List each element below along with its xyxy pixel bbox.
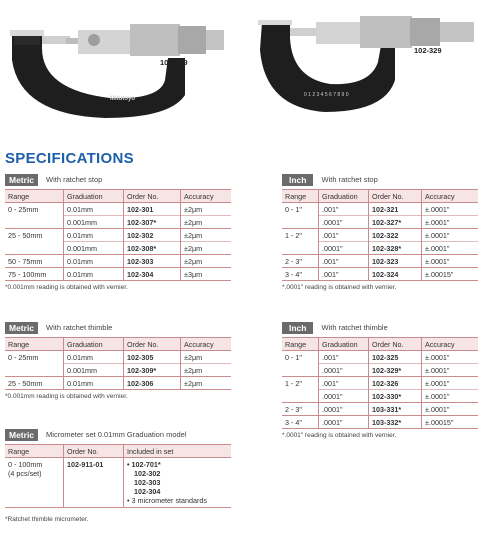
specifications-heading: SPECIFICATIONS bbox=[5, 150, 134, 167]
table-row bbox=[5, 458, 231, 508]
svg-text:0 1 2 3 4 5 6 7 8 9 0: 0 1 2 3 4 5 6 7 8 9 0 bbox=[304, 92, 349, 98]
table-row bbox=[5, 364, 231, 377]
cell-included bbox=[124, 458, 232, 508]
column-header: Included in set bbox=[124, 445, 232, 458]
cell-accuracy: ±.0001" bbox=[422, 242, 479, 255]
cell-order-no: 102-321 bbox=[369, 203, 422, 216]
cell-range bbox=[282, 390, 319, 403]
cell-accuracy: ±.0001" bbox=[422, 403, 479, 416]
metric-ratchet-stop-section bbox=[5, 174, 231, 291]
metric-ratchet-thimble-table bbox=[5, 337, 231, 390]
cell-order-no: 103-332* bbox=[369, 416, 422, 429]
cell-accuracy: ±2μm bbox=[181, 377, 232, 390]
table-row bbox=[5, 216, 231, 229]
cell-order-no: 102-911-01 bbox=[64, 458, 124, 508]
cell-order-no: 102-322 bbox=[369, 229, 422, 242]
included-item: • 3 micrometer standards bbox=[127, 496, 208, 505]
column-header: Order No. bbox=[124, 338, 181, 351]
table-row bbox=[282, 377, 478, 390]
table-header-row bbox=[5, 338, 231, 351]
cell-graduation: .0001" bbox=[319, 416, 369, 429]
cell-graduation: .0001" bbox=[319, 403, 369, 416]
cell-order-no: 102-309* bbox=[124, 364, 181, 377]
cell-order-no: 102-305 bbox=[124, 351, 181, 364]
included-item: • 102-701* bbox=[127, 460, 161, 469]
column-header: Graduation bbox=[319, 190, 369, 203]
table-row bbox=[282, 229, 478, 242]
cell-graduation: 0.001mm bbox=[64, 242, 124, 255]
table-row bbox=[5, 255, 231, 268]
cell-graduation: 0.01mm bbox=[64, 377, 124, 390]
column-header: Range bbox=[285, 339, 307, 349]
cell-order-no: 102-301 bbox=[124, 203, 181, 216]
section-header bbox=[282, 174, 478, 186]
cell-range bbox=[282, 216, 319, 229]
cell-graduation: .001" bbox=[319, 203, 369, 216]
cell-range: 25 - 50mm bbox=[5, 229, 64, 242]
cell-range bbox=[282, 242, 319, 255]
cell-range: 3 - 4" bbox=[282, 416, 319, 429]
footnote: *0.001mm reading is obtained with vernier. bbox=[5, 284, 128, 291]
metric-set-section bbox=[5, 429, 231, 523]
cell-graduation: 0.01mm bbox=[64, 203, 124, 216]
section-header bbox=[5, 322, 231, 334]
table-header-row bbox=[5, 445, 231, 458]
cell-range bbox=[282, 364, 319, 377]
footnote: *0.001mm reading is obtained with vernier. bbox=[5, 393, 128, 400]
cell-range: 25 - 50mm bbox=[5, 377, 64, 390]
cell-order-no: 102-328* bbox=[369, 242, 422, 255]
metric-tag: Metric bbox=[5, 174, 38, 186]
micrometer-102-309-image bbox=[10, 24, 224, 118]
cell-range: 2 - 3" bbox=[282, 255, 319, 268]
product-caption-left: 102-309 bbox=[160, 58, 188, 67]
cell-graduation: 0.001mm bbox=[64, 364, 124, 377]
cell-range bbox=[5, 216, 64, 229]
metric-ratchet-stop-table bbox=[5, 189, 231, 281]
cell-order-no: 102-325 bbox=[369, 351, 422, 364]
cell-order-no: 102-330* bbox=[369, 390, 422, 403]
inch-tag: Inch bbox=[282, 174, 313, 186]
column-header: Graduation bbox=[64, 338, 124, 351]
section-caption: Micrometer set 0.01mm Graduation model bbox=[46, 430, 187, 439]
cell-accuracy: ±.0001" bbox=[422, 377, 479, 390]
cell-order-no: 102-308* bbox=[124, 242, 181, 255]
cell-graduation: 0.01mm bbox=[64, 255, 124, 268]
column-header: Range bbox=[8, 339, 30, 349]
table-row bbox=[282, 403, 478, 416]
column-header: Range bbox=[8, 446, 30, 456]
column-header: Order No. bbox=[124, 190, 181, 203]
table-row bbox=[5, 229, 231, 242]
cell-range bbox=[5, 364, 64, 377]
cell-order-no: 102-307* bbox=[124, 216, 181, 229]
cell-graduation: .001" bbox=[319, 351, 369, 364]
range-text: 0 - 100mm bbox=[8, 460, 43, 469]
column-header: Graduation bbox=[64, 190, 124, 203]
cell-accuracy: ±.00015" bbox=[422, 416, 479, 429]
svg-text:Mitutoyo: Mitutoyo bbox=[110, 96, 135, 102]
cell-order-no: 102-326 bbox=[369, 377, 422, 390]
table-row bbox=[282, 216, 478, 229]
cell-accuracy: ±3μm bbox=[181, 268, 232, 281]
cell-accuracy: ±2μm bbox=[181, 216, 232, 229]
table-header-row bbox=[5, 190, 231, 203]
cell-graduation: 0.01mm bbox=[64, 268, 124, 281]
cell-accuracy: ±.0001" bbox=[422, 390, 479, 403]
table-row bbox=[5, 351, 231, 364]
section-caption: With ratchet stop bbox=[46, 175, 103, 184]
inch-tag: Inch bbox=[282, 322, 313, 334]
column-header: Graduation bbox=[319, 338, 369, 351]
section-header bbox=[282, 322, 478, 334]
micrometer-102-329-image bbox=[258, 16, 474, 112]
metric-tag: Metric bbox=[5, 429, 38, 441]
table-row bbox=[5, 242, 231, 255]
product-caption-right: 102-329 bbox=[414, 46, 442, 55]
section-header bbox=[5, 429, 231, 441]
cell-accuracy: ±.0001" bbox=[422, 351, 479, 364]
cell-order-no: 102-323 bbox=[369, 255, 422, 268]
column-header: Accuracy bbox=[422, 338, 479, 351]
cell-range: 3 - 4" bbox=[282, 268, 319, 281]
cell-graduation: .001" bbox=[319, 229, 369, 242]
cell-range: 1 - 2" bbox=[282, 377, 319, 390]
cell-range: 0 - 25mm bbox=[8, 352, 39, 362]
table-row bbox=[282, 390, 478, 403]
column-header: Order No. bbox=[369, 338, 422, 351]
metric-set-table bbox=[5, 444, 231, 508]
included-item: 102-304 bbox=[134, 487, 161, 496]
inch-ratchet-thimble-section bbox=[282, 322, 478, 439]
cell-range: 2 - 3" bbox=[282, 403, 319, 416]
table-row bbox=[282, 255, 478, 268]
cell-graduation: .0001" bbox=[319, 390, 369, 403]
cell-accuracy: ±2μm bbox=[181, 364, 232, 377]
column-header: Accuracy bbox=[422, 190, 479, 203]
cell-order-no: 102-302 bbox=[124, 229, 181, 242]
cell-order-no: 102-306 bbox=[124, 377, 181, 390]
cell-graduation: .001" bbox=[319, 255, 369, 268]
cell-accuracy: ±2μm bbox=[181, 229, 232, 242]
table-row bbox=[5, 377, 231, 390]
cell-graduation: 0.01mm bbox=[64, 229, 124, 242]
cell-graduation: 0.01mm bbox=[64, 351, 124, 364]
cell-accuracy: ±.0001" bbox=[422, 203, 479, 216]
cell-accuracy: ±.0001" bbox=[422, 216, 479, 229]
cell-order-no: 102-303 bbox=[124, 255, 181, 268]
cell-graduation: .001" bbox=[319, 268, 369, 281]
cell-accuracy: ±.0001" bbox=[422, 255, 479, 268]
cell-order-no: 102-304 bbox=[124, 268, 181, 281]
footnote: *.0001" reading is obtained with vernier. bbox=[282, 284, 397, 291]
cell-order-no: 102-324 bbox=[369, 268, 422, 281]
cell-range bbox=[5, 242, 64, 255]
cell-range: 0 - 1" bbox=[285, 204, 302, 214]
section-caption: With ratchet stop bbox=[321, 175, 378, 184]
metric-tag: Metric bbox=[5, 322, 38, 334]
table-row bbox=[282, 416, 478, 429]
cell-range: 0 - 25mm bbox=[8, 204, 39, 214]
footnote: *.0001" reading is obtained with vernier. bbox=[282, 432, 397, 439]
cell-range: 50 - 75mm bbox=[5, 255, 64, 268]
product-photos bbox=[0, 0, 484, 120]
column-header: Range bbox=[8, 191, 30, 201]
cell-order-no: 102-327* bbox=[369, 216, 422, 229]
inch-ratchet-thimble-table bbox=[282, 337, 478, 429]
section-caption: With ratchet thimble bbox=[46, 323, 113, 332]
table-header-row bbox=[282, 338, 478, 351]
inch-ratchet-stop-section bbox=[282, 174, 478, 291]
cell-graduation: .0001" bbox=[319, 242, 369, 255]
cell-order-no: 103-331* bbox=[369, 403, 422, 416]
column-header: Order No. bbox=[369, 190, 422, 203]
range-subtext: (4 pcs/set) bbox=[8, 469, 42, 478]
cell-order-no: 102-329* bbox=[369, 364, 422, 377]
cell-graduation: .0001" bbox=[319, 216, 369, 229]
column-header: Order No. bbox=[64, 445, 124, 458]
table-row bbox=[282, 203, 478, 216]
cell-accuracy: ±2μm bbox=[181, 255, 232, 268]
cell-graduation: .0001" bbox=[319, 364, 369, 377]
table-row bbox=[282, 351, 478, 364]
cell-range: 0 - 1" bbox=[285, 352, 302, 362]
column-header: Accuracy bbox=[181, 338, 232, 351]
column-header: Range bbox=[285, 191, 307, 201]
table-row bbox=[282, 242, 478, 255]
section-caption: With ratchet thimble bbox=[321, 323, 388, 332]
cell-range: 1 - 2" bbox=[282, 229, 319, 242]
cell-graduation: 0.001mm bbox=[64, 216, 124, 229]
inch-ratchet-stop-table bbox=[282, 189, 478, 281]
column-header: Accuracy bbox=[181, 190, 232, 203]
included-item: 102-303 bbox=[134, 478, 161, 487]
table-header-row bbox=[282, 190, 478, 203]
section-header bbox=[5, 174, 231, 186]
table-row bbox=[5, 203, 231, 216]
cell-accuracy: ±2μm bbox=[181, 203, 232, 216]
included-item: 102-302 bbox=[134, 469, 161, 478]
cell-accuracy: ±.0001" bbox=[422, 364, 479, 377]
footnote: *Ratchet thimble micrometer. bbox=[5, 516, 89, 523]
cell-accuracy: ±.0001" bbox=[422, 229, 479, 242]
table-row bbox=[282, 364, 478, 377]
cell-accuracy: ±2μm bbox=[181, 351, 232, 364]
metric-ratchet-thimble-section bbox=[5, 322, 231, 400]
cell-range bbox=[5, 458, 64, 508]
table-row bbox=[282, 268, 478, 281]
cell-accuracy: ±2μm bbox=[181, 242, 232, 255]
table-row bbox=[5, 268, 231, 281]
cell-graduation: .001" bbox=[319, 377, 369, 390]
cell-range: 75 - 100mm bbox=[5, 268, 64, 281]
cell-accuracy: ±.00015" bbox=[422, 268, 479, 281]
